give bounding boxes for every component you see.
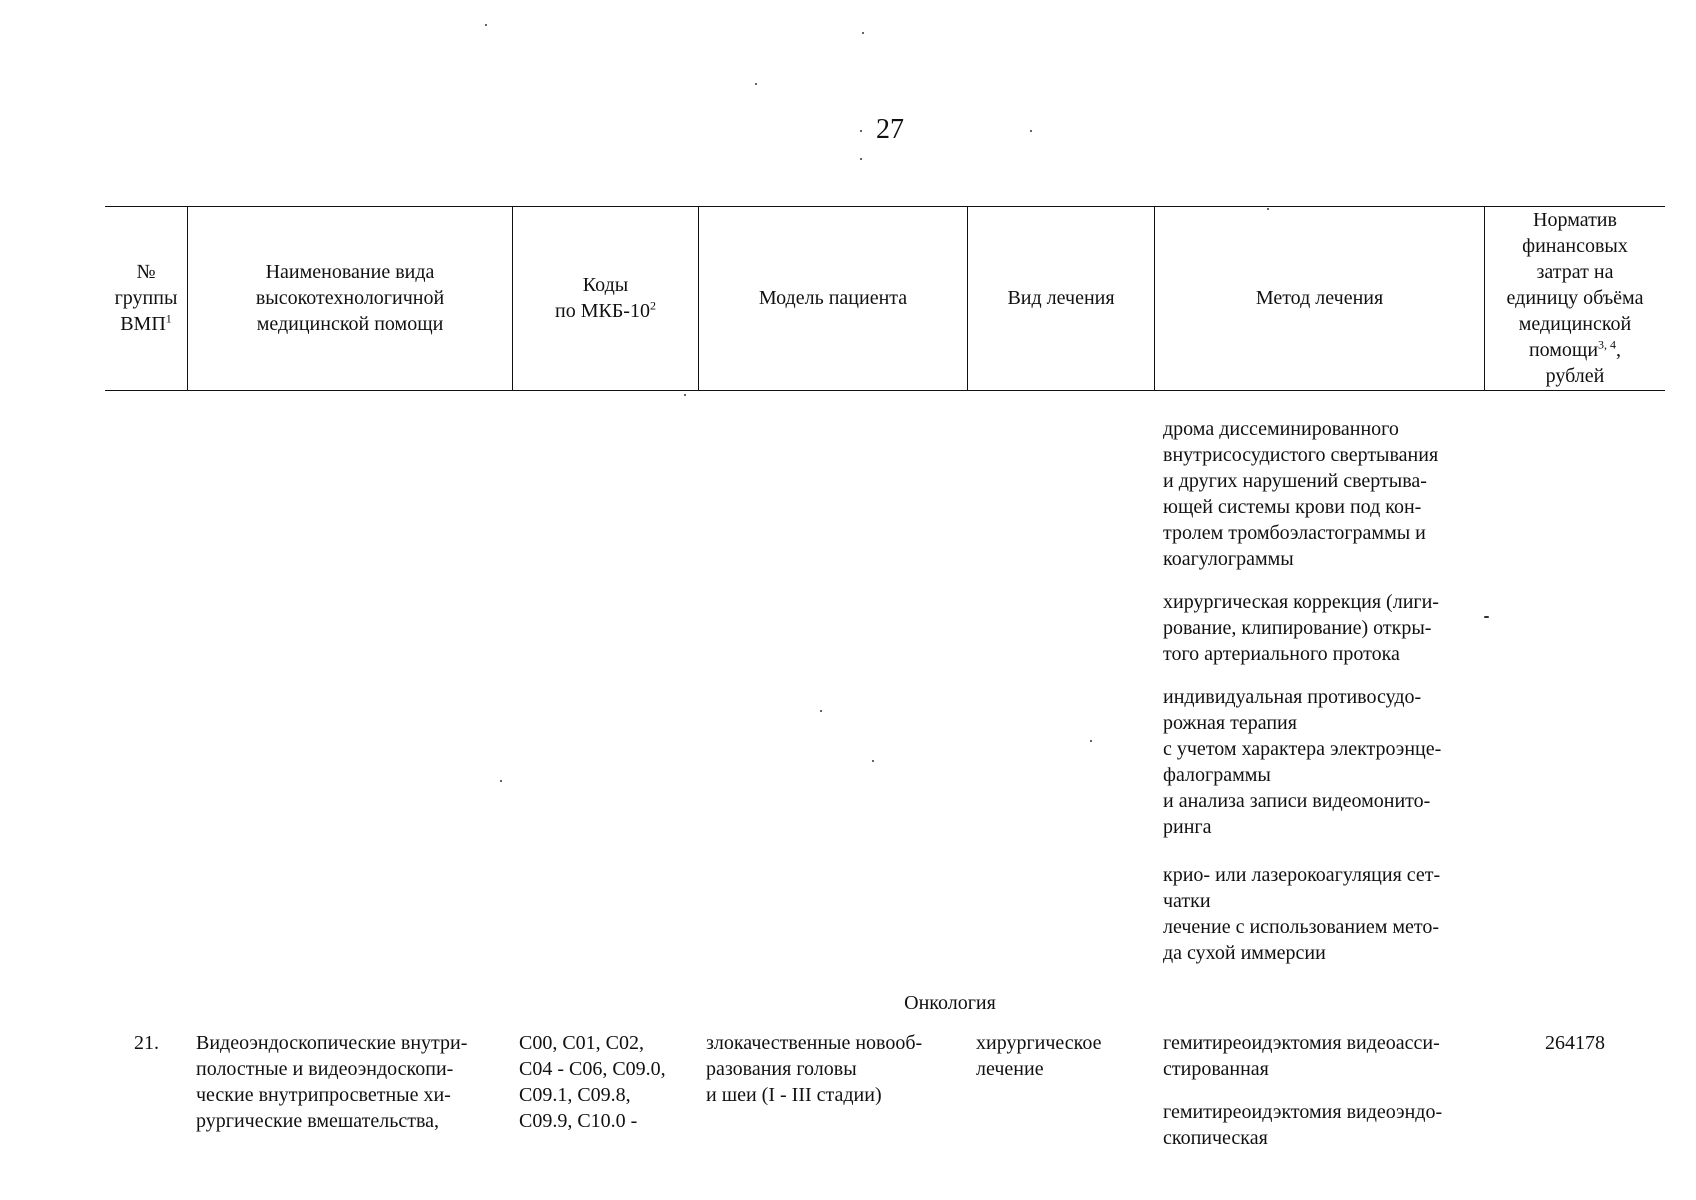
- row-treatment-type-line: лечение: [976, 1058, 1044, 1080]
- method-item: [1163, 589, 1483, 667]
- row-procedure-name-line: ческие внутрипросветные хи-: [196, 1084, 451, 1106]
- scan-speck: [684, 394, 686, 396]
- header-col-codes: [513, 206, 698, 390]
- scan-speck: [1267, 208, 1269, 210]
- scan-speck: [500, 780, 502, 782]
- scan-speck: [872, 760, 874, 762]
- header-col-codes-line2: по МКБ-10: [555, 300, 650, 322]
- method-line: коагулограммы: [1163, 548, 1294, 570]
- row-treatment-type-line: хирургическое: [976, 1032, 1102, 1054]
- header-col-norm-line: Норматив: [1533, 209, 1617, 231]
- header-col-norm-line: рублей: [1545, 365, 1605, 387]
- footnote-mark: 2: [649, 298, 656, 313]
- row-patient-model-line: и шеи (I - III стадии): [706, 1084, 882, 1106]
- method-line: да сухой иммерсии: [1163, 942, 1326, 964]
- header-col-treatment-type-label: Вид лечения: [1007, 287, 1115, 309]
- method-line: лечение с использованием мето-: [1163, 916, 1440, 938]
- method-line: ющей системы крови под кон-: [1163, 496, 1422, 518]
- row-norm-value: 264178: [1545, 1032, 1605, 1054]
- header-col-norm-comma: ,: [1616, 339, 1622, 361]
- method-item: [1163, 862, 1483, 966]
- scan-speck: [862, 32, 864, 34]
- row-methods: [1163, 1030, 1483, 1151]
- row-number: 21.: [134, 1032, 159, 1054]
- row-procedure-name-line: Видеоэндоскопические внутри-: [196, 1032, 468, 1054]
- header-col-norm-line: единицу объёма: [1506, 287, 1644, 309]
- scan-speck: [860, 158, 862, 160]
- method-item: [1163, 1030, 1483, 1082]
- method-line: индивидуальная противосудо-: [1163, 686, 1422, 708]
- method-line: скопическая: [1163, 1127, 1268, 1149]
- header-col-name-line: высокотехнологичной: [255, 287, 445, 309]
- method-line: тролем тромбоэластограммы и: [1163, 522, 1426, 544]
- method-line: с учетом характера электроэнце-: [1163, 738, 1442, 760]
- header-col-group-number-line3: ВМП: [120, 313, 166, 335]
- row-treatment-type: [976, 1030, 1154, 1082]
- header-col-norm-line: медицинской: [1518, 313, 1632, 335]
- footnote-mark: 1: [165, 311, 172, 326]
- method-line: стированная: [1163, 1058, 1269, 1080]
- method-item: [1163, 416, 1483, 572]
- scan-speck: [1090, 740, 1092, 742]
- method-line: гемитиреоидэктомия видеоэндо-: [1163, 1101, 1443, 1123]
- row-procedure-name-line: рургические вмешательства,: [196, 1110, 440, 1132]
- row-icd-codes-line: C09.1, C09.8,: [519, 1084, 631, 1106]
- method-line: крио- или лазерокоагуляция сет-: [1163, 864, 1441, 886]
- method-line: чатки: [1163, 890, 1211, 912]
- scan-speck: [1030, 130, 1032, 132]
- scan-speck: [820, 710, 822, 712]
- header-col-name-line: Наименование вида: [265, 261, 435, 283]
- method-line: рожная терапия: [1163, 712, 1297, 734]
- header-col-patient-model-label: Модель пациента: [758, 287, 908, 309]
- header-col-method: [1155, 206, 1484, 390]
- header-col-norm-line: помощи: [1528, 339, 1599, 361]
- scan-speck: [1484, 616, 1489, 618]
- row-patient-model-line: разования головы: [706, 1058, 857, 1080]
- method-line: рование, клипирование) откры-: [1163, 617, 1432, 639]
- row-icd-codes: [519, 1030, 699, 1134]
- row-icd-codes-line: C04 - C06, C09.0,: [519, 1058, 666, 1080]
- header-col-norm-line: финансовых: [1522, 235, 1628, 257]
- header-col-treatment-type: [968, 206, 1154, 390]
- row-icd-codes-line: C09.9, C10.0 -: [519, 1110, 638, 1132]
- row-icd-codes-line: C00, C01, C02,: [519, 1032, 645, 1054]
- header-col-group-number: [105, 206, 187, 390]
- row-procedure-name-line: полостные и видеоэндоскопи-: [196, 1058, 454, 1080]
- header-col-method-label: Метод лечения: [1255, 287, 1384, 309]
- method-line: и других нарушений свертыва-: [1163, 470, 1427, 492]
- header-col-name: [188, 206, 512, 390]
- method-item: [1163, 684, 1483, 840]
- method-line: гемитиреоидэктомия видеоасси-: [1163, 1032, 1440, 1054]
- header-col-group-number-line1: №: [136, 261, 156, 283]
- method-line: дрома диссеминированного: [1163, 418, 1399, 440]
- method-line: ринга: [1163, 816, 1212, 838]
- scan-speck: [485, 24, 487, 26]
- row-patient-model: [706, 1030, 966, 1108]
- method-line: и анализа записи видеомонито-: [1163, 790, 1431, 812]
- method-continuation: [1163, 416, 1483, 983]
- method-line: внутрисосудистого свертывания: [1163, 444, 1439, 466]
- method-line: того артериального протока: [1163, 643, 1400, 665]
- section-title: Онкология: [904, 992, 996, 1014]
- header-col-norm-line: затрат на: [1536, 261, 1614, 283]
- header-col-patient-model: [699, 206, 967, 390]
- method-item: [1163, 1099, 1483, 1151]
- header-col-name-line: медицинской помощи: [256, 313, 444, 335]
- header-col-norm: [1485, 206, 1665, 390]
- scan-speck: [860, 130, 862, 132]
- footnote-mark: 3, 4: [1598, 337, 1617, 352]
- row-patient-model-line: злокачественные новооб-: [706, 1032, 923, 1054]
- header-col-codes-line1: Коды: [582, 274, 629, 296]
- page-number: 27: [876, 114, 904, 145]
- header-col-group-number-line2: группы: [114, 287, 178, 309]
- row-procedure-name: [196, 1030, 506, 1134]
- table-header-bottom-border: [105, 390, 1665, 391]
- method-line: фалограммы: [1163, 764, 1271, 786]
- scan-speck: [755, 83, 757, 85]
- method-line: хирургическая коррекция (лиги-: [1163, 591, 1439, 613]
